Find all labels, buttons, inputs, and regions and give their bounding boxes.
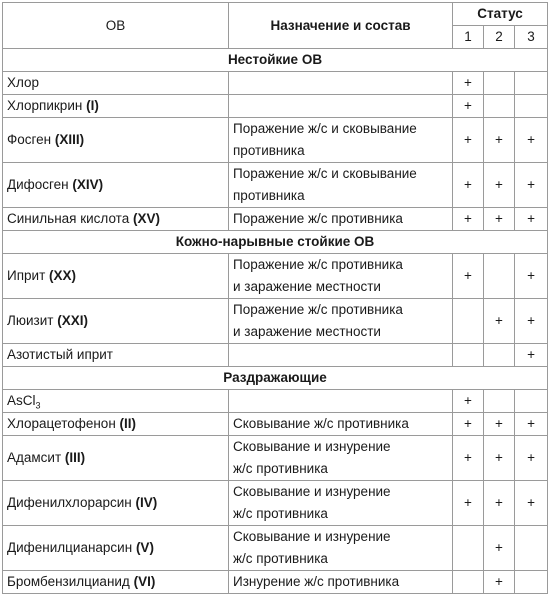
purpose-line: ж/с противника <box>233 551 328 566</box>
agent-code: (II) <box>119 416 137 431</box>
status-1-cell: + <box>453 254 484 299</box>
status-2-cell: + <box>484 526 515 571</box>
purpose-cell <box>229 95 453 118</box>
status-1-cell: + <box>453 436 484 481</box>
agent-name-cell <box>3 526 229 571</box>
status-1-cell: + <box>453 72 484 95</box>
purpose-line: Поражение ж/с противника <box>233 302 403 317</box>
purpose-line: Сковывание и изнурение <box>233 439 391 454</box>
purpose-line: противника <box>233 143 305 158</box>
table-row <box>3 436 548 481</box>
status-1-cell: + <box>453 390 484 413</box>
purpose-line: Поражение ж/с и сковывание <box>233 121 417 136</box>
header-status-1: 1 <box>453 26 484 49</box>
status-3-cell <box>515 571 548 594</box>
agent-name-cell <box>3 481 229 526</box>
agent-code: (I) <box>86 98 99 113</box>
purpose-line: Сковывание и изнурение <box>233 484 391 499</box>
status-3-cell: + <box>515 208 548 231</box>
purpose-line: Сковывание и изнурение <box>233 529 391 544</box>
purpose-line: ж/с противника <box>233 506 328 521</box>
purpose-cell <box>229 254 453 299</box>
agent-name: Азотистый иприт <box>7 347 113 362</box>
agent-name-cell <box>3 72 229 95</box>
agent-name-cell <box>3 299 229 344</box>
status-3-cell: + <box>515 436 548 481</box>
status-3-cell: + <box>515 481 548 526</box>
agent-code: (XIII) <box>54 132 85 147</box>
purpose-cell <box>229 163 453 208</box>
agent-name: Бромбензилцианид <box>7 574 130 589</box>
table-row <box>3 413 548 436</box>
section-title: Раздражающие <box>3 367 548 390</box>
status-3-cell: + <box>515 254 548 299</box>
table-row <box>3 299 548 344</box>
purpose-cell <box>229 344 453 367</box>
purpose-cell <box>229 481 453 526</box>
status-2-cell <box>484 72 515 95</box>
status-3-cell <box>515 72 548 95</box>
status-3-cell <box>515 95 548 118</box>
purpose-cell <box>229 390 453 413</box>
agent-code: (IV) <box>135 495 158 510</box>
agent-name-cell <box>3 95 229 118</box>
table-row <box>3 571 548 594</box>
agent-name: Иприт <box>7 268 46 283</box>
purpose-line: и заражение местности <box>233 324 381 339</box>
purpose-text: Сковывание ж/с противника <box>233 416 409 431</box>
status-3-cell: + <box>515 163 548 208</box>
status-2-cell: + <box>484 299 515 344</box>
status-3-cell: + <box>515 299 548 344</box>
purpose-cell <box>229 118 453 163</box>
status-2-cell: + <box>484 208 515 231</box>
purpose-line: Поражение ж/с противника <box>233 257 403 272</box>
purpose-cell <box>229 526 453 571</box>
header-purpose: Назначение и состав <box>229 3 453 49</box>
purpose-cell <box>229 413 453 436</box>
purpose-cell <box>229 299 453 344</box>
status-1-cell <box>453 526 484 571</box>
agent-code: (XV) <box>132 211 160 226</box>
status-1-cell: + <box>453 413 484 436</box>
table-row <box>3 390 548 413</box>
agent-name-cell <box>3 254 229 299</box>
purpose-line: противника <box>233 188 305 203</box>
status-2-cell: + <box>484 163 515 208</box>
status-2-cell: + <box>484 481 515 526</box>
section-title: Кожно-нарывные стойкие ОВ <box>3 231 548 254</box>
agent-name: Хлорацетофенон <box>7 416 116 431</box>
section-row <box>3 49 548 72</box>
agent-name: Хлор <box>7 75 40 90</box>
agent-name: Люизит <box>7 313 54 328</box>
agent-name: Синильная кислота <box>7 211 130 226</box>
agent-code: (III) <box>64 450 86 465</box>
agent-name-cell <box>3 390 229 413</box>
status-3-cell: + <box>515 413 548 436</box>
purpose-cell <box>229 571 453 594</box>
status-1-cell: + <box>453 208 484 231</box>
table-row <box>3 526 548 571</box>
status-3-cell: + <box>515 344 548 367</box>
section-row <box>3 231 548 254</box>
status-3-cell <box>515 526 548 571</box>
agent-name: Хлорпикрин <box>7 98 83 113</box>
purpose-cell <box>229 72 453 95</box>
header-status-3: 3 <box>515 26 548 49</box>
table-row <box>3 163 548 208</box>
status-3-cell: + <box>515 118 548 163</box>
status-2-cell: + <box>484 571 515 594</box>
status-2-cell: + <box>484 413 515 436</box>
agent-name-cell <box>3 344 229 367</box>
agent-name-cell <box>3 118 229 163</box>
agent-name: Дифосген <box>7 177 69 192</box>
status-1-cell <box>453 299 484 344</box>
status-2-cell <box>484 390 515 413</box>
status-1-cell: + <box>453 95 484 118</box>
table-row <box>3 208 548 231</box>
status-1-cell: + <box>453 481 484 526</box>
status-2-cell <box>484 254 515 299</box>
purpose-line: ж/с противника <box>233 461 328 476</box>
agent-name-cell <box>3 571 229 594</box>
agent-code: (V) <box>135 540 154 555</box>
header-status-2: 2 <box>484 26 515 49</box>
agent-name: Дифенилхлорарсин <box>7 495 132 510</box>
table-row <box>3 95 548 118</box>
header-row <box>3 3 548 26</box>
status-1-cell: + <box>453 118 484 163</box>
status-1-cell <box>453 344 484 367</box>
purpose-line: Поражение ж/с и сковывание <box>233 166 417 181</box>
agent-code: (XX) <box>49 268 77 283</box>
status-2-cell <box>484 95 515 118</box>
status-2-cell: + <box>484 118 515 163</box>
purpose-cell <box>229 208 453 231</box>
table-row <box>3 72 548 95</box>
agent-name-cell <box>3 163 229 208</box>
agent-name-subscript: 3 <box>35 400 41 411</box>
section-row <box>3 367 548 390</box>
table-row <box>3 481 548 526</box>
agent-name-cell <box>3 436 229 481</box>
table-row <box>3 344 548 367</box>
table-row <box>3 254 548 299</box>
agent-name: Дифенилцианарсин <box>7 540 133 555</box>
table-row <box>3 118 548 163</box>
agent-code: (XXI) <box>57 313 88 328</box>
status-2-cell <box>484 344 515 367</box>
header-ov: ОВ <box>3 3 229 49</box>
status-3-cell <box>515 390 548 413</box>
purpose-cell <box>229 436 453 481</box>
agent-name-cell <box>3 208 229 231</box>
agent-name-cell <box>3 413 229 436</box>
purpose-text: Изнурение ж/с противника <box>233 574 400 589</box>
purpose-line: и заражение местности <box>233 279 381 294</box>
status-1-cell: + <box>453 163 484 208</box>
section-title: Нестойкие ОВ <box>3 49 548 72</box>
agent-code: (VI) <box>133 574 156 589</box>
status-1-cell <box>453 571 484 594</box>
purpose-text: Поражение ж/с противника <box>233 211 403 226</box>
agent-name: AsCl <box>7 393 36 408</box>
ov-table <box>2 2 548 594</box>
agent-name: Фосген <box>7 132 52 147</box>
agent-code: (XIV) <box>72 177 104 192</box>
header-status: Статус <box>453 3 548 26</box>
status-2-cell: + <box>484 436 515 481</box>
agent-name: Адамсит <box>7 450 62 465</box>
table-body <box>3 49 548 594</box>
